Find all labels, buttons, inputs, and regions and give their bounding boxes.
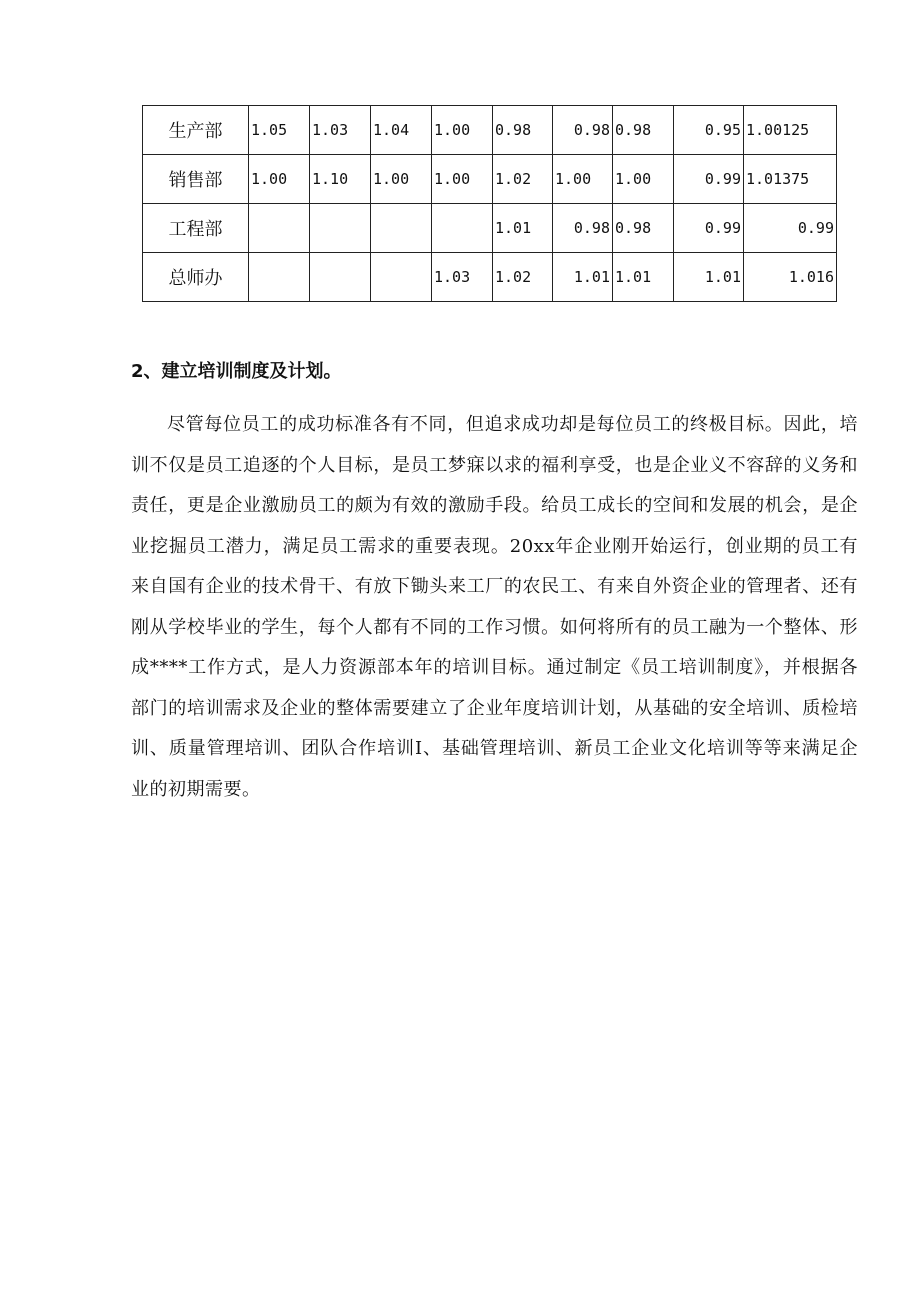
value-cell [249, 253, 310, 302]
section-heading: 2、建立培训制度及计划。 [131, 361, 342, 382]
value-cell: 1.02 [493, 155, 553, 204]
value-cell: 1.03 [310, 106, 371, 155]
table-row [143, 106, 837, 155]
value-cell: 0.99 [674, 155, 744, 204]
value-cell: 1.00125 [744, 106, 837, 155]
department-cell: 工程部 [143, 204, 249, 253]
value-cell: 1.05 [249, 106, 310, 155]
value-cell [371, 204, 432, 253]
value-cell: 1.00 [371, 155, 432, 204]
department-cell: 总师办 [143, 253, 249, 302]
value-cell: 1.10 [310, 155, 371, 204]
value-cell [249, 204, 310, 253]
value-cell: 0.99 [674, 204, 744, 253]
value-cell: 1.00 [613, 155, 674, 204]
value-cell: 0.99 [744, 204, 837, 253]
table-body [143, 106, 837, 302]
value-cell: 1.01 [553, 253, 613, 302]
value-cell: 1.00 [432, 106, 493, 155]
value-cell [310, 204, 371, 253]
table-row [143, 204, 837, 253]
value-cell: 1.00 [249, 155, 310, 204]
value-cell: 1.016 [744, 253, 837, 302]
value-cell: 0.98 [493, 106, 553, 155]
value-cell: 0.98 [613, 204, 674, 253]
value-cell: 1.04 [371, 106, 432, 155]
department-cell: 销售部 [143, 155, 249, 204]
value-cell [310, 253, 371, 302]
value-cell: 1.00 [432, 155, 493, 204]
value-cell: 0.98 [553, 204, 613, 253]
value-cell: 1.03 [432, 253, 493, 302]
table-row [143, 155, 837, 204]
body-paragraph: 尽管每位员工的成功标准各有不同，但追求成功却是每位员工的终极目标。因此，培训不仅是员工追逐的个人目标，是员工梦寐以求的福利享受，也是企业义不容辞的义务和责任，更是企业激励员工的颇为有效的激励手段。给员工成长的空间和发展的机会，是企业挖掘员工潜力，满足员工需求的重要表现。20xx年企业刚开始运行，创业期的员工有来自国有企业的技术骨干、有放下锄头来工厂的农民工、有来自外资企业的管理者、还有刚从学校毕业的学生，每个人都有不同的工作习惯。如何将所有的员工融为一个整体、形成****工作方式，是人力资源部本年的培训目标。通过制定《员工培训制度》，并根据各部门的培训需求及企业的整体需要建立了企业年度培训计划，从基础的安全培训、质检培训、质量管理培训、团队合作培训I、基础管理培训、新员工企业文化培训等等来满足企业的初期需要。 [131, 414, 858, 800]
value-cell: 1.01 [613, 253, 674, 302]
value-cell: 1.01375 [744, 155, 837, 204]
value-cell: 1.02 [493, 253, 553, 302]
value-cell: 1.01 [674, 253, 744, 302]
value-cell: 1.00 [553, 155, 613, 204]
value-cell: 1.01 [493, 204, 553, 253]
value-cell: 0.95 [674, 106, 744, 155]
value-cell [432, 204, 493, 253]
value-cell: 0.98 [613, 106, 674, 155]
value-cell: 0.98 [553, 106, 613, 155]
value-cell [371, 253, 432, 302]
department-cell: 生产部 [143, 106, 249, 155]
data-table [142, 105, 837, 302]
table-row [143, 253, 837, 302]
